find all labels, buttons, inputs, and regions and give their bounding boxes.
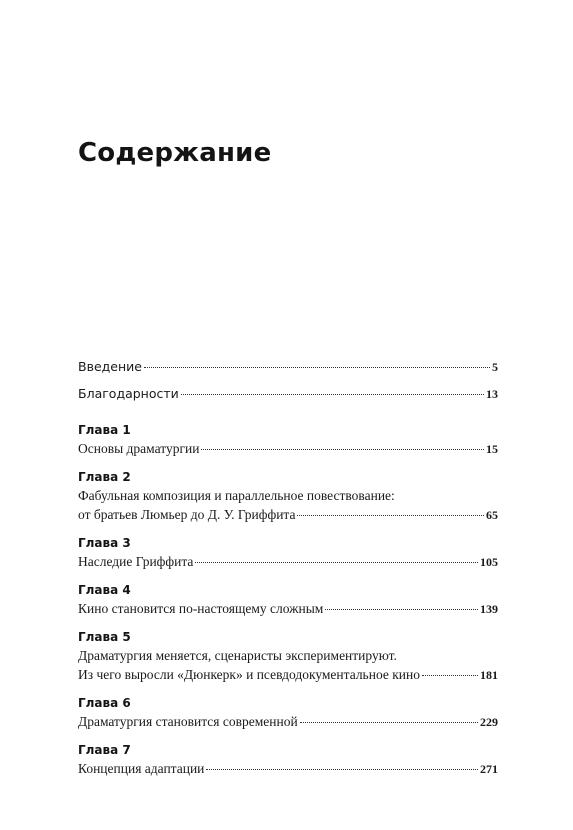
chapter-heading: Глава 6 [78, 696, 131, 710]
dot-leader [201, 449, 484, 450]
dot-leader [297, 515, 484, 516]
toc-entry-label: Концепция адаптации [78, 761, 205, 776]
toc-page-number: 65 [486, 508, 498, 522]
dot-leader [206, 769, 478, 770]
toc-entry-line: Фабульная композиция и параллельное повествование: [78, 488, 395, 503]
toc-entry-label: Кино становится по-настоящему сложным [78, 601, 324, 616]
toc-page-number: 181 [480, 668, 498, 682]
dot-leader [325, 609, 478, 610]
chapter-heading: Глава 7 [78, 743, 131, 757]
toc-entry-chapter [78, 665, 498, 685]
toc-entry-chapter [78, 439, 498, 459]
dot-leader [181, 394, 484, 395]
chapter-heading: Глава 4 [78, 583, 131, 597]
toc-page-number: 139 [480, 602, 498, 616]
toc-entry-label: Из чего выросли «Дюнкерк» и псевдодокументальное кино [78, 667, 420, 682]
toc-entry-chapter [78, 759, 498, 779]
toc-entry-label: Наследие Гриффита [78, 554, 194, 569]
toc-page-number: 5 [492, 360, 498, 374]
chapter-heading: Глава 5 [78, 630, 131, 644]
toc-page-number: 105 [480, 555, 498, 569]
chapter-heading: Глава 2 [78, 470, 131, 484]
page-title: Содержание [78, 138, 272, 168]
toc-entry-chapter [78, 552, 498, 572]
dot-leader [300, 722, 478, 723]
toc-page-number: 13 [486, 387, 498, 401]
toc-entry-label: от братьев Люмьер до Д. У. Гриффита [78, 507, 296, 522]
toc-entry-chapter [78, 505, 498, 525]
chapter-heading: Глава 3 [78, 536, 131, 550]
toc-entry-chapter [78, 712, 498, 732]
toc-entry-line: Драматургия меняется, сценаристы экспериментируют. [78, 648, 397, 663]
toc-entry-label: Введение [78, 359, 142, 374]
toc-page-number: 229 [480, 715, 498, 729]
dot-leader [195, 562, 478, 563]
toc-entry-intro [78, 357, 498, 377]
dot-leader [422, 675, 478, 676]
toc-entry-thanks [78, 384, 498, 404]
toc-entry-chapter [78, 599, 498, 619]
toc-entry-label: Драматургия становится современной [78, 714, 298, 729]
toc-entry-label: Основы драматургии [78, 441, 200, 456]
toc-page-number: 15 [486, 442, 498, 456]
table-of-contents [78, 357, 498, 779]
toc-entry-label: Благодарности [78, 386, 179, 401]
dot-leader [144, 367, 490, 368]
toc-page-number: 271 [480, 762, 498, 776]
chapter-heading: Глава 1 [78, 423, 131, 437]
